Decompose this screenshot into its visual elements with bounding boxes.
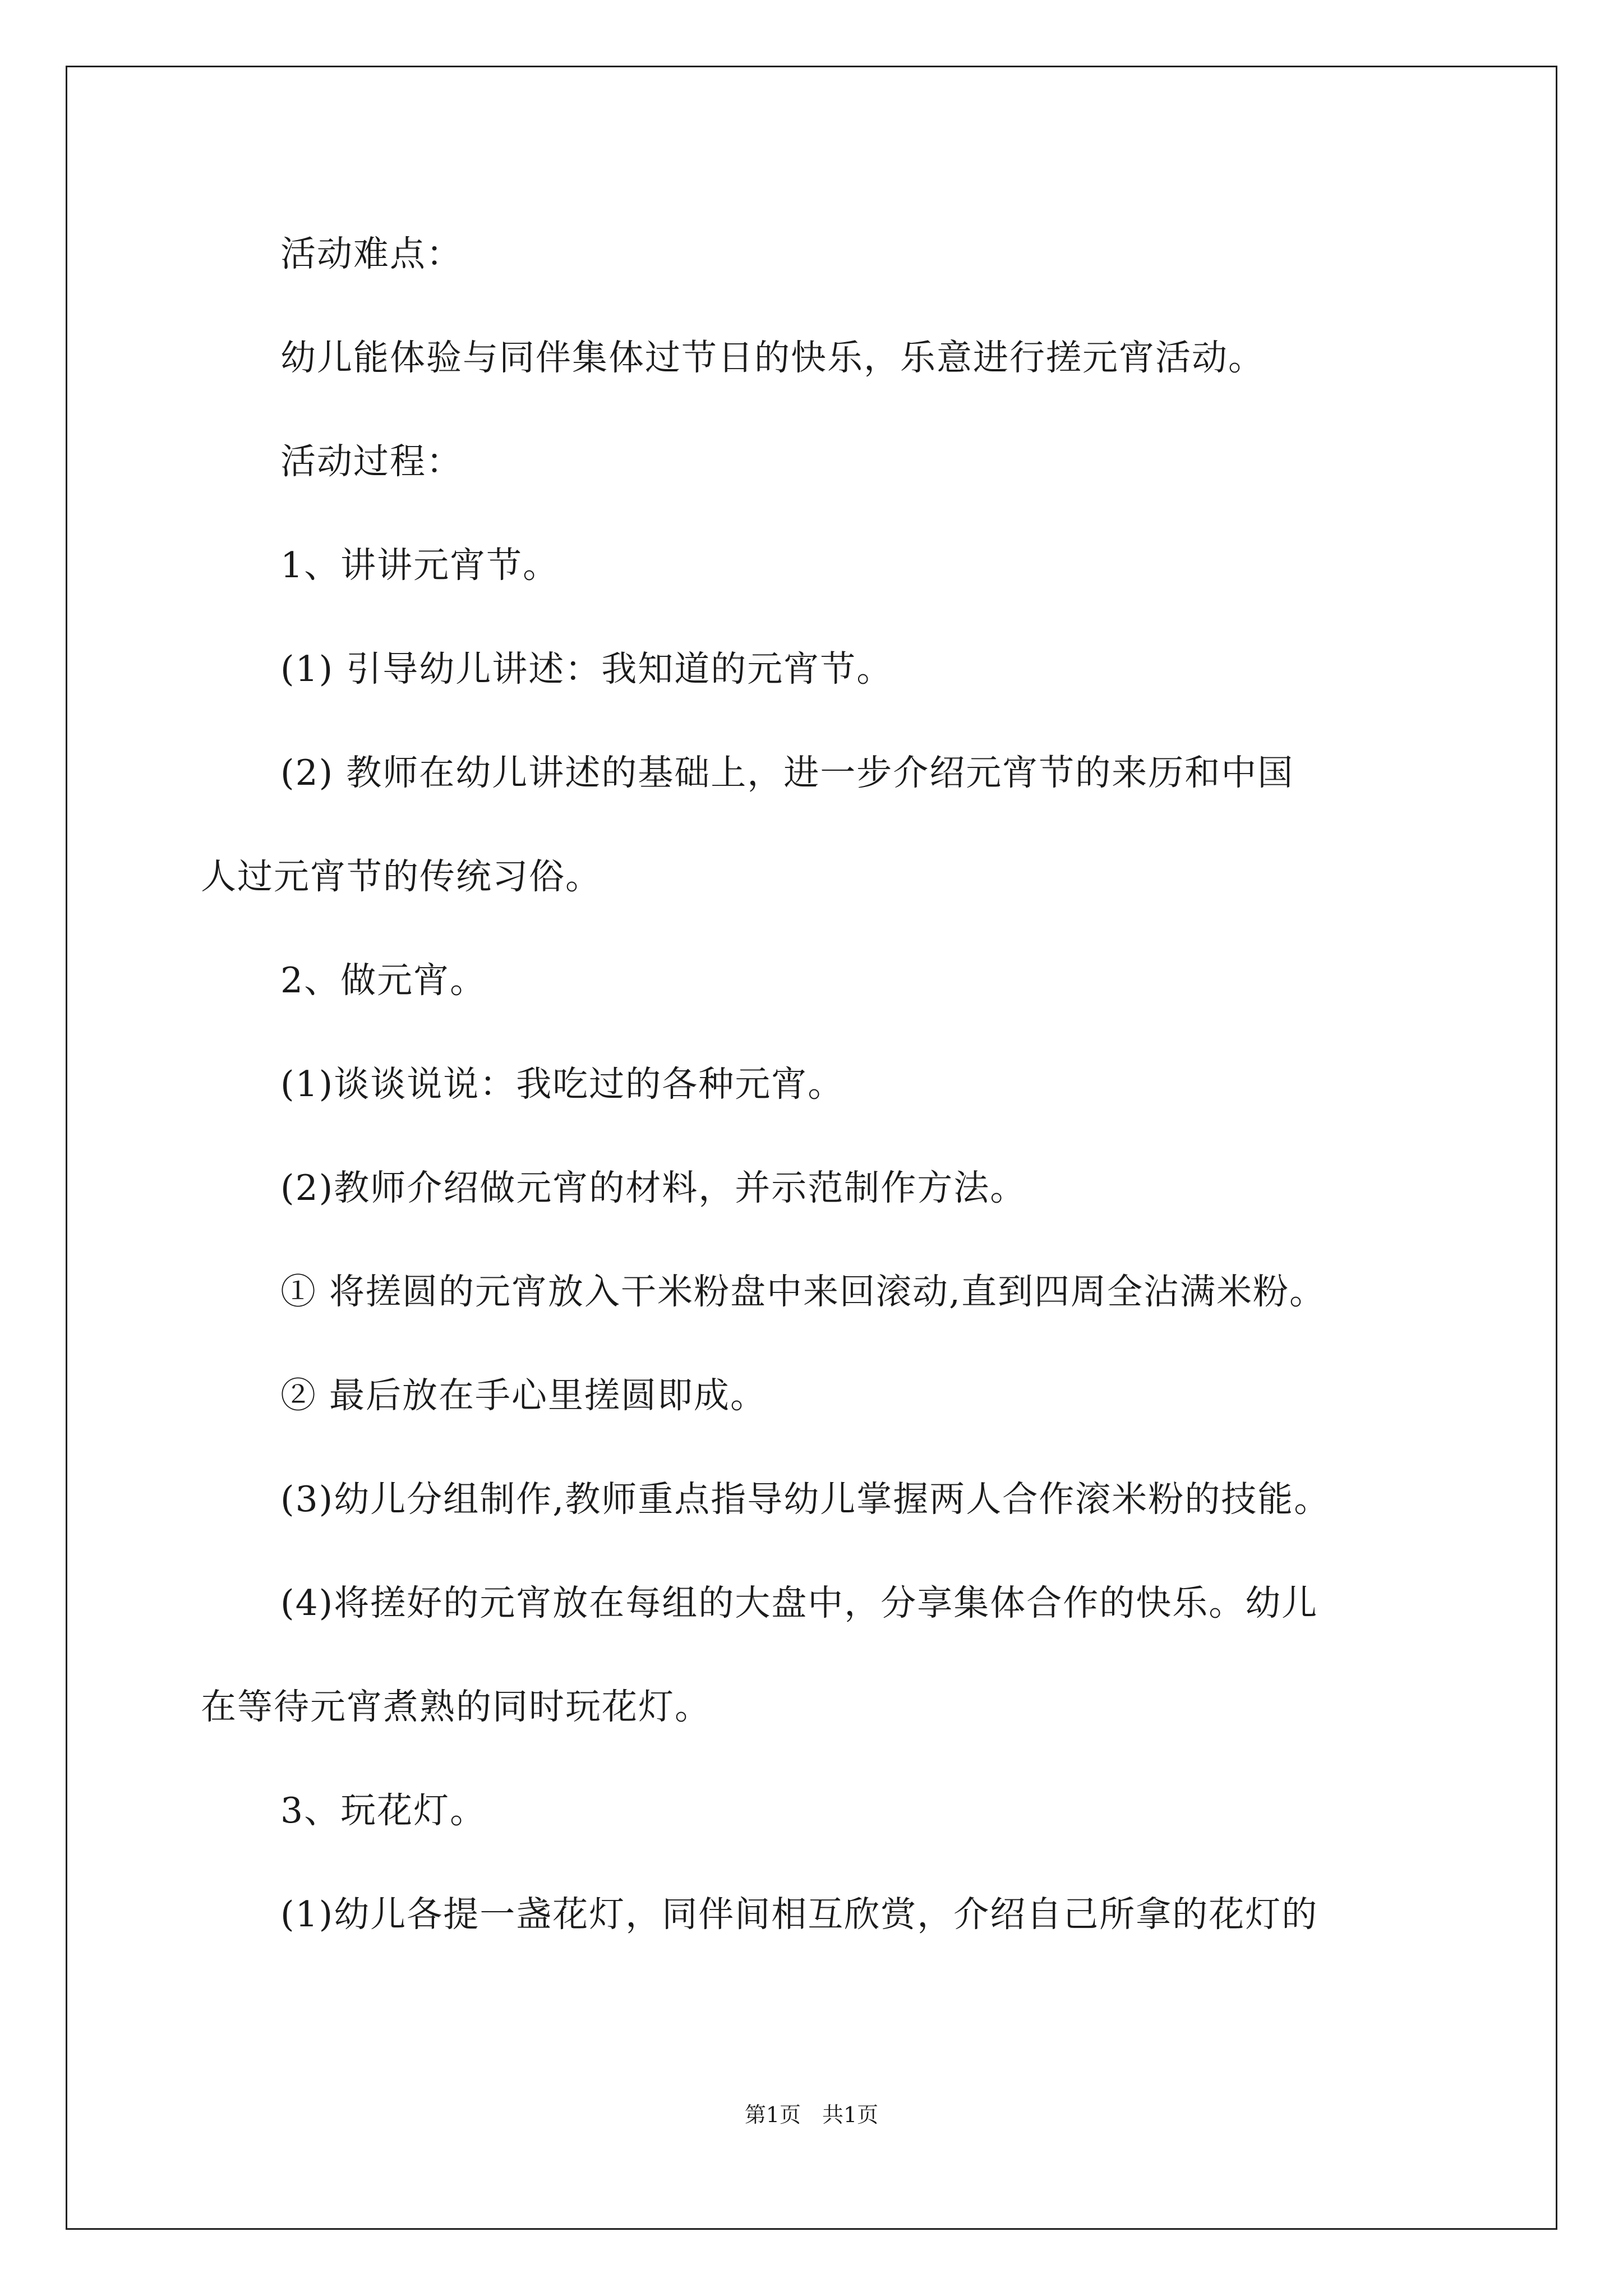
paragraph-line: (2)教师介绍做元宵的材料，并示范制作方法。	[280, 1167, 1027, 1208]
paragraph-line: (1) 引导幼儿讲述：我知道的元宵节。	[280, 648, 893, 689]
paragraph-line: (4)将搓好的元宵放在每组的大盘中，分享集体合作的快乐。幼儿	[280, 1582, 1318, 1623]
paragraph-line: 1、讲讲元宵节。	[280, 545, 560, 586]
page-footer: 第1页 共1页	[744, 2102, 879, 2127]
paragraph-line: (2) 教师在幼儿讲述的基础上，进一步介绍元宵节的来历和中国	[280, 752, 1294, 793]
paragraph-line: 幼儿能体验与同伴集体过节日的快乐，乐意进行搓元宵活动。	[280, 337, 1265, 378]
paragraph-line: 活动过程：	[280, 441, 463, 482]
paragraph-line: 活动难点：	[280, 233, 463, 274]
paragraph-line: ① 将搓圆的元宵放入干米粉盘中来回滚动,直到四周全沾满米粉。	[280, 1271, 1326, 1312]
paragraph-line: ② 最后放在手心里搓圆即成。	[280, 1375, 767, 1416]
paragraph-line: (3)幼儿分组制作,教师重点指导幼儿掌握两人合作滚米粉的技能。	[280, 1479, 1331, 1520]
paragraph-line: 2、做元宵。	[280, 960, 487, 1001]
paragraph-line: 3、玩花灯。	[280, 1790, 487, 1831]
paragraph-line: (1)幼儿各提一盏花灯，同伴间相互欣赏，介绍自己所拿的花灯的	[280, 1894, 1318, 1935]
paragraph-line: 人过元宵节的传统习俗。	[201, 856, 602, 897]
paragraph-line: (1)谈谈说说：我吃过的各种元宵。	[280, 1064, 845, 1105]
paragraph-line: 在等待元宵煮熟的同时玩花灯。	[201, 1686, 711, 1727]
